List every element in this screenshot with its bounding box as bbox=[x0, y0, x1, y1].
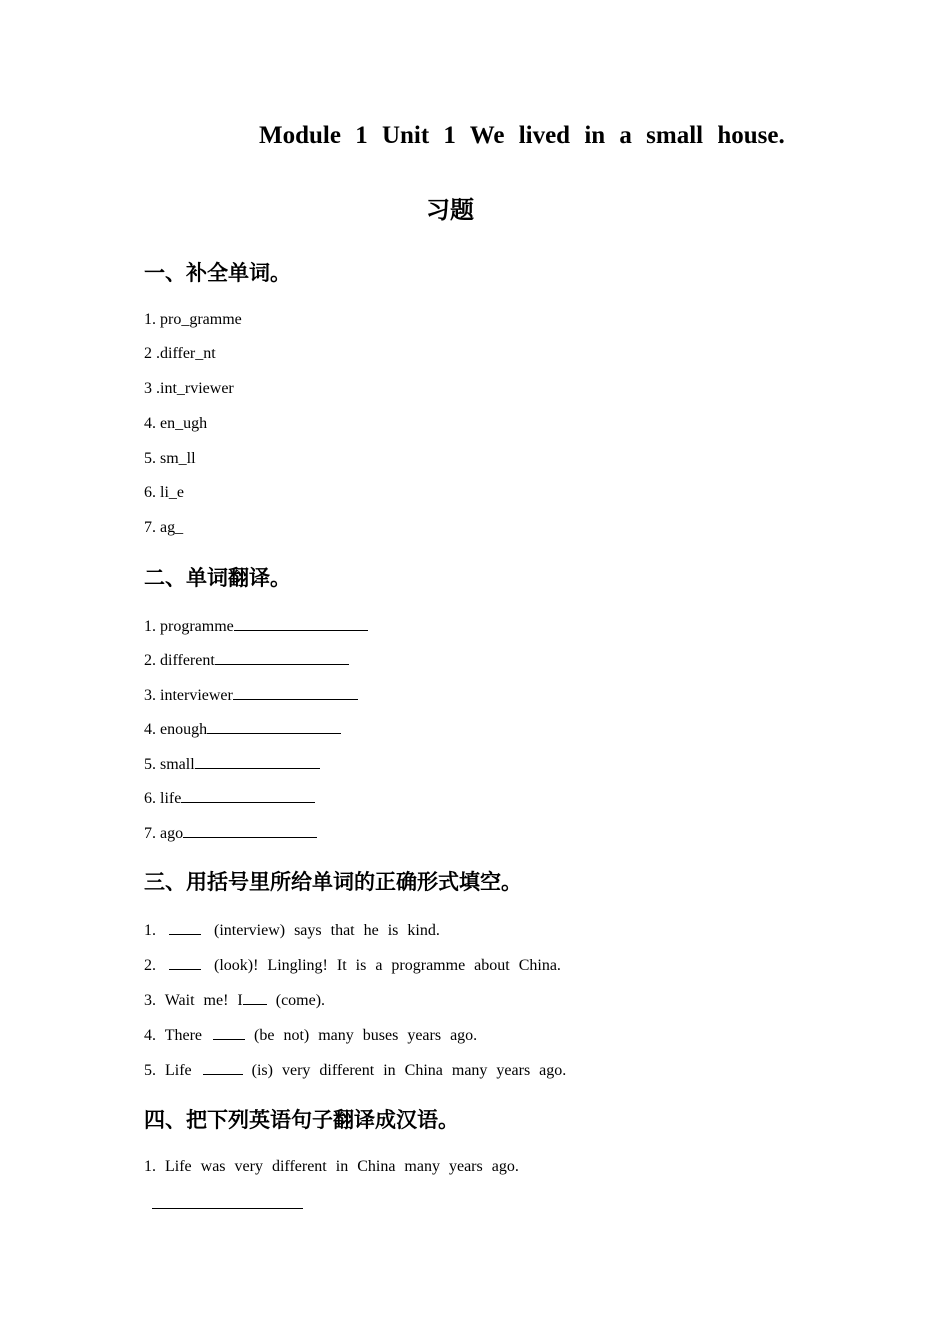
item-text-post: (interview) says that he is kind. bbox=[205, 922, 440, 939]
item-text: 1. programme bbox=[144, 618, 234, 635]
item-text-post: (look)! Lingling! It is a programme about China. bbox=[205, 957, 561, 974]
answer-blank[interactable] bbox=[207, 719, 341, 734]
section-4-heading: 四、把下列英语句子翻译成汉语。 bbox=[144, 1108, 459, 1132]
item-text: 2. different bbox=[144, 652, 215, 669]
section-4-item: 1. Life was very different in China many years ago. bbox=[144, 1158, 519, 1175]
section-2-item bbox=[144, 685, 358, 705]
section-1-item: 4. en_ugh bbox=[144, 415, 208, 432]
section-1-item: 1. pro_gramme bbox=[144, 311, 242, 328]
section-2-item bbox=[144, 823, 317, 843]
answer-blank[interactable] bbox=[169, 955, 201, 970]
section-1-item: 5. sm_ll bbox=[144, 450, 196, 467]
section-3-item bbox=[144, 920, 440, 940]
item-text-post: (be not) many buses years ago. bbox=[245, 1027, 478, 1044]
section-3-item bbox=[144, 1060, 566, 1080]
section-2-item bbox=[144, 754, 320, 774]
answer-blank[interactable] bbox=[234, 616, 368, 631]
item-text: 5. small bbox=[144, 756, 195, 773]
item-text-pre: 4. There bbox=[144, 1027, 212, 1044]
section-2-item bbox=[144, 719, 341, 739]
section-3-item bbox=[144, 1025, 477, 1045]
answer-blank[interactable] bbox=[243, 990, 267, 1005]
item-text: 3. interviewer bbox=[144, 687, 233, 704]
section-2-item bbox=[144, 650, 349, 670]
answer-blank[interactable] bbox=[183, 823, 317, 838]
item-text-pre: 1. bbox=[144, 922, 165, 939]
section-1-item: 3 .int_rviewer bbox=[144, 380, 234, 397]
section-3-heading: 三、用括号里所给单词的正确形式填空。 bbox=[144, 870, 522, 894]
section-3-item bbox=[144, 990, 325, 1010]
page-title: Module 1 Unit 1 We lived in a small house. bbox=[259, 122, 785, 149]
section-1-item: 2 .differ_nt bbox=[144, 345, 216, 362]
item-text-pre: 3. Wait me! I bbox=[144, 992, 243, 1009]
section-3-item bbox=[144, 955, 561, 975]
answer-blank[interactable] bbox=[203, 1060, 243, 1075]
answer-line[interactable] bbox=[152, 1208, 303, 1209]
section-2-heading: 二、单词翻译。 bbox=[144, 566, 291, 590]
answer-blank[interactable] bbox=[233, 685, 358, 700]
section-2-item bbox=[144, 616, 368, 636]
answer-blank[interactable] bbox=[215, 650, 349, 665]
section-2-item bbox=[144, 788, 315, 808]
item-text-pre: 5. Life bbox=[144, 1062, 201, 1079]
item-text: 4. enough bbox=[144, 721, 208, 738]
item-text: 7. ago bbox=[144, 825, 184, 842]
item-text-post: (come). bbox=[266, 992, 326, 1009]
page-subtitle: 习题 bbox=[426, 196, 474, 224]
section-1-item: 6. li_e bbox=[144, 484, 184, 501]
section-1-heading: 一、补全单词。 bbox=[144, 261, 291, 285]
answer-blank[interactable] bbox=[181, 788, 315, 803]
item-text: 6. life bbox=[144, 790, 182, 807]
answer-blank[interactable] bbox=[169, 920, 201, 935]
section-1-item: 7. ag_ bbox=[144, 519, 184, 536]
answer-blank[interactable] bbox=[213, 1025, 245, 1040]
item-text-pre: 2. bbox=[144, 957, 165, 974]
answer-blank[interactable] bbox=[195, 754, 320, 769]
item-text-post: (is) very different in China many years ago. bbox=[242, 1062, 567, 1079]
